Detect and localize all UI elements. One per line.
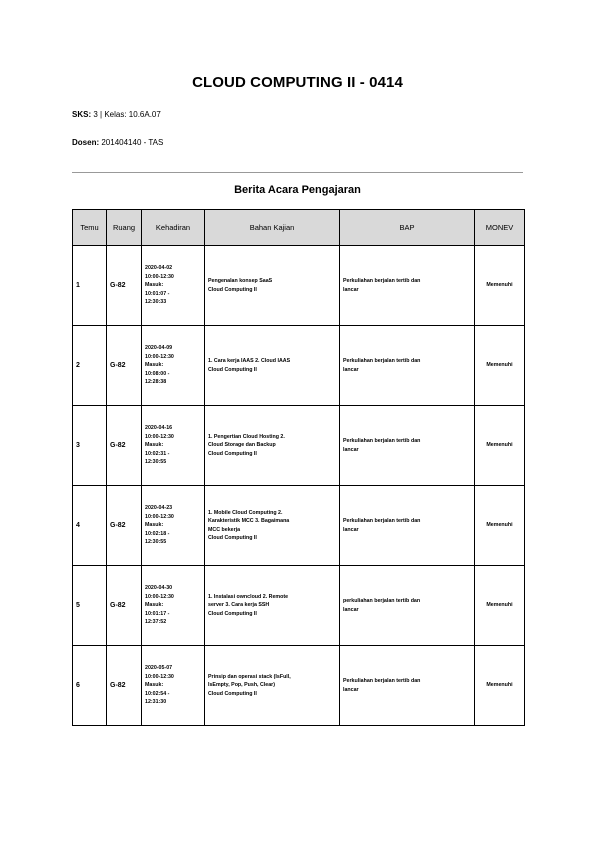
cell-monev: Memenuhi: [475, 406, 525, 486]
cell-ruang: G-82: [107, 326, 142, 406]
cell-bap: Perkuliahan berjalan tertib dan lancar: [340, 646, 475, 726]
cell-temu: 6: [73, 646, 107, 726]
cell-temu: 2: [73, 326, 107, 406]
cell-kehadiran: 2020-04-23 10:00-12:30 Masuk: 10:02:18 - 12:30:55: [142, 486, 205, 566]
cell-kehadiran: 2020-05-07 10:00-12:30 Masuk: 10:02:54 - 12:31:30: [142, 646, 205, 726]
cell-ruang: G-82: [107, 646, 142, 726]
cell-bahan-kajian: 1. Pengertian Cloud Hosting 2. Cloud Storage dan Backup Cloud Computing II: [205, 406, 340, 486]
table-row: [73, 406, 525, 486]
sks-line: [72, 110, 161, 119]
table-row: [73, 646, 525, 726]
cell-monev: Memenuhi: [475, 646, 525, 726]
dosen-label: Dosen:: [72, 138, 100, 147]
table-header-row: [73, 210, 525, 246]
cell-temu: 3: [73, 406, 107, 486]
cell-bahan-kajian: 1. Mobile Cloud Computing 2. Karakteristik MCC 3. Bagaimana MCC bekerja Cloud Computing II: [205, 486, 340, 566]
section-title: Berita Acara Pengajaran: [234, 184, 361, 196]
header-bap: BAP: [340, 210, 475, 246]
cell-bap: Perkuliahan berjalan tertib dan lancar: [340, 406, 475, 486]
cell-temu: 5: [73, 566, 107, 646]
bap-table: [72, 209, 525, 726]
cell-bahan-kajian: Prinsip dan operasi stack (IsFull, IsEmpty, Pop, Push, Clear) Cloud Computing II: [205, 646, 340, 726]
cell-temu: 4: [73, 486, 107, 566]
cell-monev: Memenuhi: [475, 486, 525, 566]
dosen-value: 201404140 - TAS: [101, 138, 164, 147]
cell-kehadiran: 2020-04-30 10:00-12:30 Masuk: 10:01:17 - 12:37:52: [142, 566, 205, 646]
cell-bahan-kajian: 1. Instalasi owncloud 2. Remote server 3. Cara kerja SSH Cloud Computing II: [205, 566, 340, 646]
table-row: [73, 566, 525, 646]
cell-monev: Memenuhi: [475, 566, 525, 646]
cell-kehadiran: 2020-04-09 10:00-12:30 Masuk: 10:08:00 - 12:28:38: [142, 326, 205, 406]
cell-ruang: G-82: [107, 566, 142, 646]
header-temu: Temu: [73, 210, 107, 246]
cell-bap: Perkuliahan berjalan tertib dan lancar: [340, 486, 475, 566]
cell-ruang: G-82: [107, 246, 142, 326]
table-row: [73, 246, 525, 326]
cell-monev: Memenuhi: [475, 326, 525, 406]
cell-bahan-kajian: Pengenalan konsep SaaS Cloud Computing II: [205, 246, 340, 326]
sks-value: 3 | Kelas: 10.6A.07: [93, 110, 161, 119]
cell-bahan-kajian: 1. Cara kerja IAAS 2. Cloud IAAS Cloud Computing II: [205, 326, 340, 406]
dosen-line: [72, 138, 163, 147]
cell-kehadiran: 2020-04-16 10:00-12:30 Masuk: 10:02:31 - 12:30:55: [142, 406, 205, 486]
page-title: CLOUD COMPUTING II - 0414: [192, 74, 403, 91]
cell-ruang: G-82: [107, 406, 142, 486]
cell-bap: Perkuliahan berjalan tertib dan lancar: [340, 246, 475, 326]
cell-monev: Memenuhi: [475, 246, 525, 326]
table-row: [73, 326, 525, 406]
sks-label: SKS:: [72, 110, 92, 119]
header-monev: MONEV: [475, 210, 525, 246]
cell-temu: 1: [73, 246, 107, 326]
cell-bap: Perkuliahan berjalan tertib dan lancar: [340, 326, 475, 406]
cell-ruang: G-82: [107, 486, 142, 566]
header-kehadiran: Kehadiran: [142, 210, 205, 246]
table-row: [73, 486, 525, 566]
cell-bap: perkuliahan berjalan tertib dan lancar: [340, 566, 475, 646]
divider: [72, 172, 523, 173]
header-ruang: Ruang: [107, 210, 142, 246]
header-bahan-kajian: Bahan Kajian: [205, 210, 340, 246]
cell-kehadiran: 2020-04-02 10:00-12:30 Masuk: 10:01:07 - 12:30:33: [142, 246, 205, 326]
